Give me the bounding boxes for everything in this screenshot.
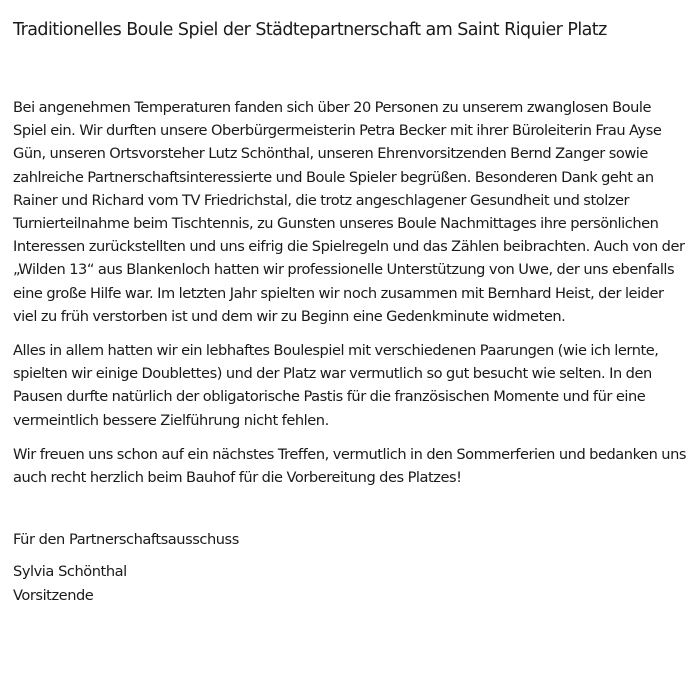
document-title: Traditionelles Boule Spiel der Städtepartnerschaft am Saint Riquier Platz — [13, 20, 607, 40]
document-body — [13, 96, 688, 489]
paragraph-1: Bei angenehmen Temperaturen fanden sich über 20 Personen zu unserem zwanglosen Boule Spiel ein. Wir durften unsere Oberbürgermeisterin Petra Becker mit ihrer Büroleiterin Frau Ayse Gün, unseren Ortsvorsteher Lutz Schönthal, unseren Ehrenvorsitzenden Bernd Zanger sowie zahlreiche Partnerschaftsinteressierte und Boule Spieler begrüßen. Besonderen Dank geht an Rainer und Richard vom TV Friedrichstal, die trotz angeschlagener Gesundheit und stolzer Turnierteilnahme beim Tischtennis, zu Gunsten unseres Boule Nachmittages ihre persönlichen Interessen zurückstellten und uns eifrig die Spielregeln und das Zählen beibrachten. Auch von der „Wilden 13“ aus Blankenloch hatten wir professionelle Unterstützung von Uwe, der uns ebenfalls eine große Hilfe war. Im letzten Jahr spielten wir noch zusammen mit Bernhard Heist, der leider viel zu früh verstorben ist und dem wir zu Beginn eine Gedenkminute widmeten. — [13, 99, 685, 325]
paragraph-2: Alles in allem hatten wir ein lebhaftes Boulespiel mit verschiedenen Paarungen (wie ich lernte, spielten wir einige Doublettes) und der Platz war vermutlich so gut besucht wie selten. In den Pausen durfte natürlich der obligatorische Pastis für die französischen Momente und für eine vermeintlich bessere Zielführung nicht fehlen. — [13, 342, 659, 429]
signature-closing: Für den Partnerschaftsausschuss — [13, 531, 239, 549]
signature-block — [13, 528, 688, 607]
paragraph-3: Wir freuen uns schon auf ein nächstes Treffen, vermutlich in den Sommerferien und bedanken uns auch recht herzlich beim Bauhof für die Vorbereitung des Platzes! — [13, 445, 687, 487]
signature-name: Sylvia Schönthal — [13, 563, 127, 581]
signature-role: Vorsitzende — [13, 586, 94, 604]
document — [13, 18, 688, 607]
